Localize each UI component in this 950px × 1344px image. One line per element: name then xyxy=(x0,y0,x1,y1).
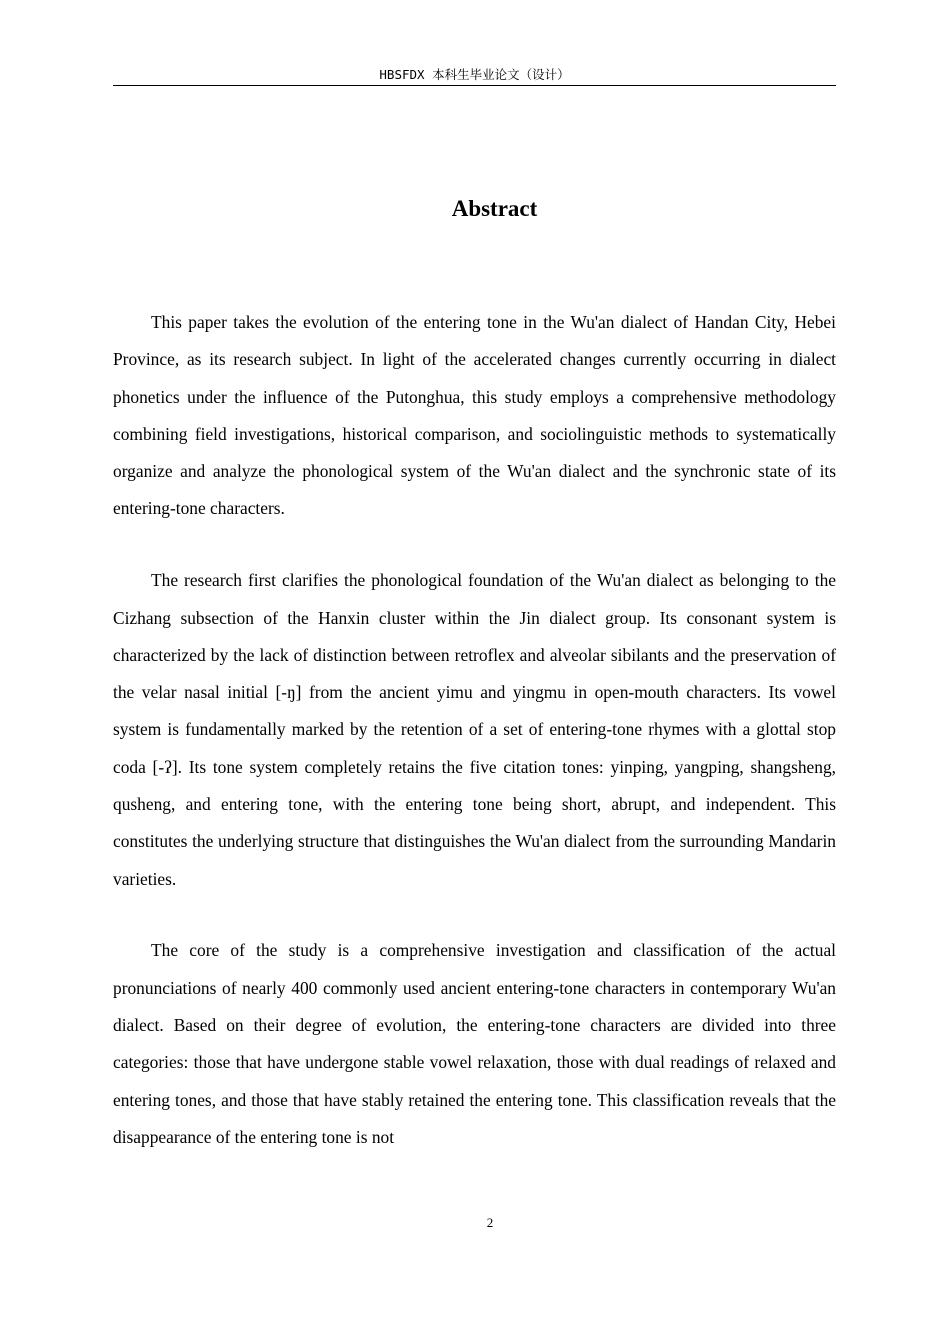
page-number: 2 xyxy=(486,1215,494,1230)
paragraph-2: The research first clarifies the phonological foundation of the Wu'an dialect as belonging to the Cizhang subsection of the Hanxin cluster within the Jin dialect group. Its consonant system is characterized by the lack of distinction between retroflex and alveolar sibilants and the preservation of the velar nasal initial [-ŋ] from the ancient yimu and yingmu in open-mouth characters. Its vowel system is fundamentally marked by the retention of a set of entering-tone rhymes with a glottal stop coda [-ʔ]. Its tone system completely retains the five citation tones: yinping, yangping, shangsheng, qusheng, and entering tone, with the entering tone being short, abrupt, and independent. This constitutes the underlying structure that distinguishes the Wu'an dialect from the surrounding Mandarin varieties. xyxy=(113,570,836,889)
paragraph-1: This paper takes the evolution of the entering tone in the Wu'an dialect of Handan City, Hebei Province, as its research subject. In light of the accelerated changes currently occurring in dialect phonetics under the influence of the Putonghua, this study employs a comprehensive methodology combining field investigations, historical comparison, and sociolinguistic methods to systematically organize and analyze the phonological system of the Wu'an dialect and the synchronic state of its entering-tone characters. xyxy=(113,312,836,519)
section-title: Abstract xyxy=(451,196,538,221)
paragraph-3: The core of the study is a comprehensive investigation and classification of the actual pronunciations of nearly 400 commonly used ancient entering-tone characters in contemporary Wu'an dialect. Based on their degree of evolution, the entering-tone characters are divided into three categories: those that have undergone stable vowel relaxation, those with dual readings of relaxed and entering tones, and those that have stably retained the entering tone. This classification reveals that the disappearance of the entering tone is not xyxy=(113,940,836,1147)
header-rule xyxy=(113,85,836,86)
abstract-body xyxy=(113,304,836,1156)
running-header: HBSFDX 本科生毕业论文（设计） xyxy=(379,67,570,82)
